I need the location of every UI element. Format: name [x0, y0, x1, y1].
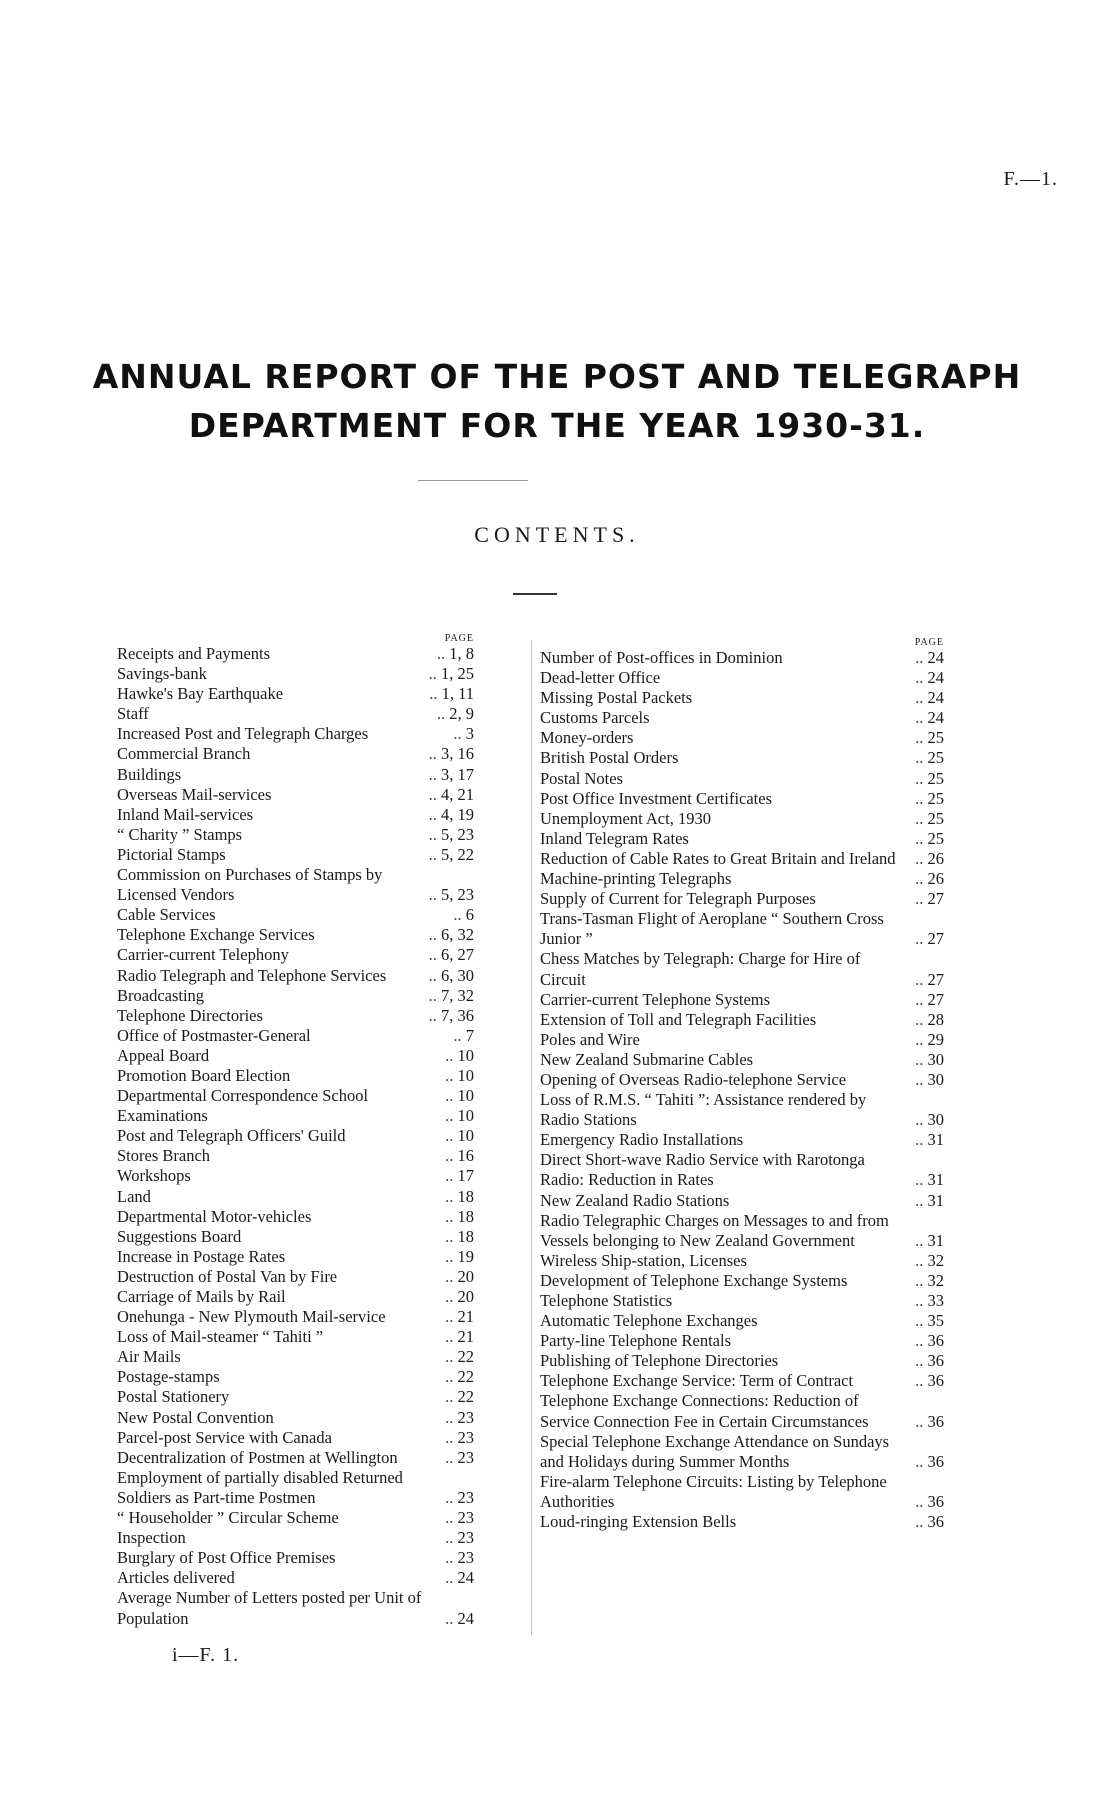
entry-page-number: .. 2, 9	[430, 704, 474, 724]
contents-entry	[540, 909, 944, 949]
title-line-2: DEPARTMENT FOR THE YEAR 1930-31.	[188, 406, 926, 445]
entry-topic: Onehunga - New Plymouth Mail-service	[117, 1307, 386, 1327]
contents-entry	[117, 704, 474, 724]
entry-topic: Buildings	[117, 764, 182, 784]
entry-topic: Post and Telegraph Officers' Guild	[117, 1126, 346, 1146]
contents-entry	[540, 869, 944, 889]
entry-page-number: .. 31	[900, 1130, 944, 1150]
entry-page-number: .. 22	[430, 1367, 474, 1387]
entry-topic: Extension of Toll and Telegraph Facilities	[540, 1009, 817, 1029]
entry-page-number: .. 33	[900, 1291, 944, 1311]
entry-topic: Decentralization of Postmen at Wellington	[117, 1447, 398, 1467]
entry-topic: Broadcasting	[117, 985, 205, 1005]
entry-topic: Direct Short-wave Radio Service with Rarotonga Radio: Reduction in Rates	[540, 1150, 865, 1190]
contents-entry	[117, 1548, 474, 1568]
entry-topic: Special Telephone Exchange Attendance on Sundays and Holidays during Summer Months	[540, 1431, 890, 1471]
entry-topic: Departmental Correspondence School	[117, 1086, 369, 1106]
contents-column-right	[540, 637, 944, 1532]
contents-entry	[540, 1351, 944, 1371]
contents-entry	[540, 769, 944, 789]
entry-page-number: .. 36	[900, 1331, 944, 1351]
entry-page-number: .. 24	[900, 708, 944, 728]
entry-topic: Hawke's Bay Earthquake	[117, 684, 284, 704]
entry-topic: Parcel-post Service with Canada	[117, 1427, 332, 1447]
entry-page-number: .. 23	[430, 1488, 474, 1508]
entry-topic: Workshops	[117, 1166, 191, 1186]
entry-page-number: .. 26	[900, 869, 944, 889]
contents-entry	[540, 1211, 944, 1251]
entry-topic: Telephone Exchange Services	[117, 925, 315, 945]
entry-page-number: .. 24	[900, 668, 944, 688]
entry-topic: Party-line Telephone Rentals	[540, 1331, 731, 1351]
entry-page-number: .. 18	[430, 1207, 474, 1227]
entry-page-number: .. 32	[900, 1271, 944, 1291]
page-column-label: PAGE	[914, 637, 944, 648]
entry-topic: Staff	[117, 704, 149, 724]
entry-page-number: .. 4, 19	[429, 805, 474, 825]
contents-entry	[540, 1432, 944, 1472]
entry-page-number: .. 21	[430, 1307, 474, 1327]
contents-entry	[117, 1006, 474, 1026]
entry-topic: New Zealand Submarine Cables	[540, 1049, 754, 1069]
entry-topic: Loud-ringing Extension Bells	[540, 1512, 737, 1532]
entry-page-number: .. 17	[430, 1166, 474, 1186]
entry-topic: Stores Branch	[117, 1146, 211, 1166]
contents-entry	[540, 1191, 944, 1211]
entry-topic: Telephone Exchange Service: Term of Contract	[540, 1371, 854, 1391]
entry-topic: Publishing of Telephone Directories	[540, 1351, 779, 1371]
entry-page-number: .. 22	[430, 1387, 474, 1407]
entry-topic: Employment of partially disabled Returned Soldiers as Part-time Postmen	[117, 1467, 403, 1507]
entry-page-number: .. 1, 25	[429, 664, 474, 684]
contents-entry	[540, 1311, 944, 1331]
contents-entry	[540, 708, 944, 728]
entry-topic: Money-orders	[540, 728, 634, 748]
entry-page-number: .. 6, 27	[429, 945, 474, 965]
contents-entry	[117, 1508, 474, 1528]
entry-topic: Number of Post-offices in Dominion	[540, 648, 783, 667]
entry-topic: Articles delivered	[117, 1568, 235, 1588]
entry-topic: Receipts and Payments	[117, 644, 271, 663]
entry-page-number: .. 5, 23	[429, 885, 474, 905]
contents-entry	[540, 789, 944, 809]
entry-topic: Radio Telegraphic Charges on Messages to and from Vessels belonging to New Zealand Government	[540, 1210, 889, 1250]
contents-entry	[540, 1070, 944, 1090]
contents-entry	[117, 785, 474, 805]
contents-entry	[540, 748, 944, 768]
contents-entry	[117, 1026, 474, 1046]
contents-entry	[540, 889, 944, 909]
entry-page-number: .. 3, 16	[429, 744, 474, 764]
entry-topic: Radio Telegraph and Telephone Services	[117, 965, 387, 985]
contents-entry	[540, 829, 944, 849]
entry-page-number: .. 27	[900, 889, 944, 909]
contents-entry	[540, 728, 944, 748]
contents-entry	[117, 664, 474, 684]
contents-entry	[540, 1130, 944, 1150]
contents-entry	[117, 1367, 474, 1387]
contents-entry	[540, 1251, 944, 1271]
entry-topic: Carriage of Mails by Rail	[117, 1287, 286, 1306]
entry-page-number: .. 29	[900, 1030, 944, 1050]
entry-page-number: .. 36	[900, 1351, 944, 1371]
contents-entry	[117, 865, 474, 905]
entry-page-number: .. 24	[430, 1568, 474, 1588]
entry-topic: Post Office Investment Certificates	[540, 788, 773, 808]
entry-page-number: .. 23	[430, 1448, 474, 1468]
entry-topic: Chess Matches by Telegraph: Charge for Hire of Circuit	[540, 949, 861, 989]
entry-page-number: .. 10	[430, 1066, 474, 1086]
contents-entry	[540, 1331, 944, 1351]
contents-entry	[540, 1371, 944, 1391]
entry-topic: Poles and Wire	[540, 1029, 640, 1049]
entry-page-number: .. 36	[900, 1512, 944, 1532]
entry-page-number: .. 18	[430, 1227, 474, 1247]
entry-topic: Destruction of Postal Van by Fire	[117, 1266, 338, 1286]
entry-topic: Inland Telegram Rates	[540, 828, 689, 848]
entry-topic: New Postal Convention	[117, 1407, 274, 1427]
entry-topic: Emergency Radio Installations	[540, 1130, 744, 1150]
title-divider	[418, 480, 528, 481]
contents-entry	[117, 1387, 474, 1407]
entry-page-number: .. 6	[430, 905, 474, 925]
entry-page-number: .. 25	[900, 748, 944, 768]
contents-entry	[117, 1146, 474, 1166]
entry-topic: Savings-bank	[117, 664, 207, 684]
entry-page-number: .. 24	[900, 648, 944, 668]
entry-page-number: .. 25	[900, 789, 944, 809]
page-column-label: PAGE	[444, 633, 474, 644]
contents-entry	[117, 986, 474, 1006]
contents-entry	[117, 905, 474, 925]
entry-topic: Postal Notes	[540, 768, 623, 788]
entry-topic: Inland Mail-services	[117, 804, 254, 824]
entry-page-number: .. 35	[900, 1311, 944, 1331]
contents-entry	[540, 849, 944, 869]
contents-entry	[540, 1512, 944, 1532]
contents-entry	[117, 845, 474, 865]
entry-topic: Postal Stationery	[117, 1387, 230, 1407]
entry-page-number: .. 27	[900, 970, 944, 990]
entry-topic: Appeal Board	[117, 1045, 210, 1065]
entry-page-number: .. 20	[430, 1287, 474, 1307]
entry-page-number: .. 30	[900, 1070, 944, 1090]
entry-page-number: .. 23	[430, 1548, 474, 1568]
entry-page-number: .. 30	[900, 1050, 944, 1070]
entry-topic: Overseas Mail-services	[117, 784, 272, 804]
contents-entry	[117, 1287, 474, 1307]
entry-topic: Telephone Directories	[117, 1005, 263, 1025]
contents-entry	[540, 1050, 944, 1070]
entry-topic: Automatic Telephone Exchanges	[540, 1311, 758, 1331]
entry-page-number: .. 26	[900, 849, 944, 869]
entry-topic: Cable Services	[117, 905, 216, 925]
contents-entry	[540, 648, 944, 668]
entry-page-number: .. 25	[900, 769, 944, 789]
document-reference: F.—1.	[1003, 168, 1058, 190]
entry-topic: Examinations	[117, 1106, 208, 1126]
entry-topic: Average Number of Letters posted per Unit of Population	[117, 1588, 422, 1628]
contents-entry	[117, 1408, 474, 1428]
entry-page-number: .. 31	[900, 1170, 944, 1190]
entry-page-number: .. 27	[900, 929, 944, 949]
entry-topic: Loss of Mail-steamer “ Tahiti ”	[117, 1327, 324, 1347]
contents-entry	[117, 1086, 474, 1106]
entry-page-number: .. 23	[430, 1528, 474, 1548]
entry-page-number: .. 7, 32	[429, 986, 474, 1006]
contents-entry	[117, 684, 474, 704]
entry-page-number: .. 30	[900, 1110, 944, 1130]
entry-topic: British Postal Orders	[540, 748, 679, 768]
entry-topic: Office of Postmaster-General	[117, 1025, 311, 1045]
entry-page-number: .. 31	[900, 1191, 944, 1211]
entry-topic: Unemployment Act, 1930	[540, 808, 711, 828]
contents-entry	[117, 1207, 474, 1227]
contents-entry	[117, 1247, 474, 1267]
contents-entry	[540, 1291, 944, 1311]
entry-topic: Opening of Overseas Radio-telephone Service	[540, 1069, 847, 1089]
entry-page-number: .. 10	[430, 1046, 474, 1066]
contents-entry	[117, 1227, 474, 1247]
contents-entry	[117, 744, 474, 764]
contents-entry	[117, 805, 474, 825]
entry-page-number: .. 19	[430, 1247, 474, 1267]
entry-page-number: .. 23	[430, 1408, 474, 1428]
entry-topic: Reduction of Cable Rates to Great Britain and Ireland	[540, 848, 896, 868]
entry-topic: Supply of Current for Telegraph Purposes	[540, 889, 816, 909]
contents-entry	[117, 724, 474, 744]
entry-topic: “ Charity ” Stamps	[117, 824, 243, 844]
contents-heading: CONTENTS.	[474, 522, 640, 547]
entry-page-number: .. 10	[430, 1126, 474, 1146]
entry-topic: Increased Post and Telegraph Charges	[117, 724, 369, 744]
contents-entry	[117, 1468, 474, 1508]
contents-entry	[117, 1066, 474, 1086]
entry-topic: Carrier-current Telephony	[117, 945, 289, 965]
entry-page-number: .. 6, 30	[429, 966, 474, 986]
entry-topic: Burglary of Post Office Premises	[117, 1548, 336, 1568]
contents-entry	[117, 1448, 474, 1468]
contents-entry	[540, 1090, 944, 1130]
entry-topic: Loss of R.M.S. “ Tahiti ”: Assistance rendered by Radio Stations	[540, 1090, 867, 1130]
contents-entry	[540, 1472, 944, 1512]
column-divider	[531, 640, 532, 1635]
contents-entry	[117, 765, 474, 785]
report-title	[0, 352, 1114, 450]
footer-reference: i—F. 1.	[172, 1644, 240, 1666]
entry-page-number: .. 3	[430, 724, 474, 744]
entry-page-number: .. 22	[430, 1347, 474, 1367]
entry-page-number: .. 25	[900, 728, 944, 748]
entry-page-number: .. 31	[900, 1231, 944, 1251]
entry-page-number: .. 23	[430, 1508, 474, 1528]
contents-entry	[540, 1150, 944, 1190]
entry-page-number: .. 27	[900, 990, 944, 1010]
entry-page-number: .. 5, 22	[429, 845, 474, 865]
contents-entry	[117, 1166, 474, 1186]
entry-page-number: .. 24	[430, 1609, 474, 1629]
entry-topic: Telephone Exchange Connections: Reduction of Service Connection Fee in Certain Circumstances	[540, 1391, 869, 1431]
contents-entry	[540, 990, 944, 1010]
entry-page-number: .. 25	[900, 809, 944, 829]
contents-entry	[117, 1428, 474, 1448]
contents-entry	[117, 945, 474, 965]
contents-entry	[117, 1568, 474, 1588]
contents-entry	[540, 1030, 944, 1050]
entry-page-number: .. 16	[430, 1146, 474, 1166]
entry-topic: Carrier-current Telephone Systems	[540, 989, 771, 1009]
entry-page-number: .. 10	[430, 1106, 474, 1126]
entry-page-number: .. 23	[430, 1428, 474, 1448]
contents-entry	[540, 668, 944, 688]
entry-topic: Customs Parcels	[540, 708, 650, 728]
contents-column-left	[117, 633, 474, 1629]
contents-entry	[117, 966, 474, 986]
entry-page-number: .. 4, 21	[429, 785, 474, 805]
entry-topic: Wireless Ship-station, Licenses	[540, 1250, 747, 1270]
contents-entry	[117, 1267, 474, 1287]
contents-entry	[117, 1528, 474, 1548]
entry-topic: Telephone Statistics	[540, 1291, 673, 1310]
entry-page-number: .. 1, 8	[430, 644, 474, 664]
entry-page-number: .. 5, 23	[429, 825, 474, 845]
entry-topic: Commercial Branch	[117, 744, 251, 764]
contents-entry	[117, 1106, 474, 1126]
entry-topic: New Zealand Radio Stations	[540, 1190, 730, 1210]
contents-entry	[540, 949, 944, 989]
entry-topic: Commission on Purchases of Stamps by Licensed Vendors	[117, 865, 383, 905]
entry-topic: “ Householder ” Circular Scheme	[117, 1508, 339, 1528]
entry-topic: Development of Telephone Exchange Systems	[540, 1270, 848, 1290]
contents-entry	[540, 1010, 944, 1030]
entry-page-number: .. 18	[430, 1187, 474, 1207]
entry-page-number: .. 6, 32	[429, 925, 474, 945]
entry-topic: Departmental Motor-vehicles	[117, 1206, 312, 1226]
contents-entry	[540, 809, 944, 829]
contents-entry	[117, 1126, 474, 1146]
entry-page-number: .. 21	[430, 1327, 474, 1347]
entry-topic: Promotion Board Election	[117, 1065, 291, 1085]
title-line-1: ANNUAL REPORT OF THE POST AND TELEGRAPH	[92, 357, 1022, 396]
contents-entry	[540, 688, 944, 708]
entry-topic: Increase in Postage Rates	[117, 1246, 286, 1266]
contents-entry	[540, 1271, 944, 1291]
entry-page-number: .. 36	[900, 1371, 944, 1391]
entry-topic: Air Mails	[117, 1347, 181, 1367]
contents-entry	[117, 1347, 474, 1367]
entry-page-number: .. 7, 36	[429, 1006, 474, 1026]
entry-page-number: .. 24	[900, 688, 944, 708]
entry-topic: Dead-letter Office	[540, 668, 661, 688]
entry-page-number: .. 25	[900, 829, 944, 849]
entry-topic: Missing Postal Packets	[540, 688, 693, 708]
entry-page-number: .. 32	[900, 1251, 944, 1271]
entry-topic: Pictorial Stamps	[117, 844, 226, 864]
entry-page-number: .. 7	[430, 1026, 474, 1046]
contents-entry	[117, 1588, 474, 1628]
entry-page-number: .. 36	[900, 1492, 944, 1512]
entry-page-number: .. 36	[900, 1412, 944, 1432]
entry-topic: Trans-Tasman Flight of Aeroplane “ Southern Cross Junior ”	[540, 909, 884, 949]
entry-page-number: .. 3, 17	[429, 765, 474, 785]
entry-topic: Inspection	[117, 1528, 186, 1548]
contents-entry	[117, 1046, 474, 1066]
contents-entry	[117, 1307, 474, 1327]
contents-entry	[117, 925, 474, 945]
entry-topic: Postage-stamps	[117, 1367, 220, 1387]
contents-entry	[117, 825, 474, 845]
entry-topic: Fire-alarm Telephone Circuits: Listing by Telephone Authorities	[540, 1471, 887, 1511]
entry-topic: Machine-printing Telegraphs	[540, 869, 732, 889]
entry-page-number: .. 20	[430, 1267, 474, 1287]
contents-entry	[540, 1391, 944, 1431]
entry-topic: Land	[117, 1186, 151, 1206]
entry-page-number: .. 36	[900, 1452, 944, 1472]
entry-page-number: .. 10	[430, 1086, 474, 1106]
contents-entry	[117, 644, 474, 664]
entry-page-number: .. 1, 11	[429, 684, 474, 704]
contents-entry	[117, 1327, 474, 1347]
entry-topic: Suggestions Board	[117, 1226, 242, 1246]
entry-page-number: .. 28	[900, 1010, 944, 1030]
contents-entry	[117, 1187, 474, 1207]
contents-divider	[513, 593, 557, 595]
